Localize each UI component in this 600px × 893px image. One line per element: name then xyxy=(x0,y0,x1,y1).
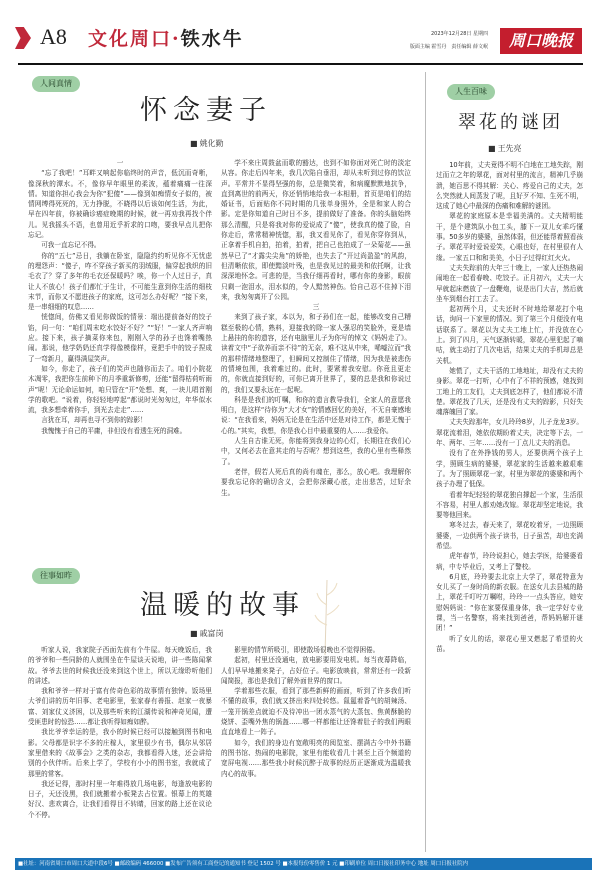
paragraph: 我比爷爷幸运的是，我小的时候已经可以接触到图书和电影。父母都是识字不多的庄稼人，家里很少有书，偶尔从邻居家里借来的《故事会》之类的杂志，我都看得入迷，还会讲给别的小伙伴听。后来上学了，学校有小小的图书室，我就成了那里的常客。 xyxy=(28,728,212,778)
section-title: 文化周口·铁水牛 xyxy=(88,28,244,50)
section-name: 文化周口 xyxy=(88,28,173,50)
paragraph: 恍惚间，仿佛又看见你做饭的情景：端出提前备好的饺子馅，问一句：“咱们周末吃水饺好不好？”“好！”一家人齐声响应。接下来，孩子摘菜你来包，刚刚入学的孙子也馋着嘴热闹。那说，他学奶奶还真学得像模像样，竟把手中的饺子捏成了一弯新月，赢得满屋笑声。 xyxy=(28,313,212,363)
paragraph: 听了女儿的话，翠花心里又燃起了希望的火苗。 xyxy=(436,634,583,653)
page-marker-chevron xyxy=(15,27,31,49)
paragraph: 起初两个月，丈夫还时不时地给翠花打个电话，询问一下家里的情况。到了第三个月便没有电话联系了。翠花以为丈夫工地上忙，并没放在心上。到了四月，天气逐渐转暖，翠花心里犯起了嘀咕，就主动打了几次电话，结果丈夫的手机却总是关机。 xyxy=(436,305,583,365)
paragraph: “忘了我吧！”耳畔又响起你临终时的声音，低沉而奇哳，像深秋的潭水。不，像你早年眼里的柔波，蕴着痛痛一往深情。知道你担心我会为你“犯傻”——像到如痴情女子似的，被情网缚得死死的，无力挣脱，不晓得以后该如何生活，为此，早在四年前，你被确诊癌症晚期的时候，就一再劝我再找个伴儿。见我摇头不语，也曾用近乎祈求的口吻，要我早点儿把你忘记。 xyxy=(28,169,212,240)
article3-column xyxy=(436,160,583,850)
paragraph: 来到了孩子家，本以为，和子孙们在一起，能够改变自己糟糕至极的心情，熟料，迎接我的除一家人强忍的笑脸外，竟是墙上悬挂的你的遗容，还有电脑里儿子为你写的悼文《妈妈走了》。读着文中“子欲养而亲不待”的无奈，难不这从中来，唏嘘泣而“我的那样情绪地整理了，但瞬间又控制住了情绪，因为我是被悲伤的情境包围，我着难过的。此时，要紧着我安慰。你竟且更走的，你就直接到好的，可你已离开世界了，要的总是我和你说过的，我们又要永远在一起呢。 xyxy=(221,313,411,394)
paragraph: 可我一直忘记不得。 xyxy=(41,241,101,250)
article3-tag: 人生百味 xyxy=(447,84,495,100)
footer-bar: ■社址：河南省周口市周口大道中段6号 ■邮政编码 466000 ■发布广告须有工商登记的通知书 登记 1502 号 ■本报每份零售价 1 元 ■印刷单位 周口日报社印务中心 地址 周口日报社院内 xyxy=(15,858,592,870)
article2-tag: 往事如昨 xyxy=(32,568,80,584)
paragraph: 言犹在耳，却再也寻不到你的踪影！ xyxy=(41,416,147,425)
paragraph: 学着那些衣服，看到了那些新鲜的画面，听到了许多我们听不懂的故事，我们就又挤出来四处转悠。氤氲着香气的胡辣汤、一笼开锅差点就迫不及待冲出一团水蒸气的大蒸包、焦黄酥脆的烧饼、歪嘴外焦的锅盔……哪一样都能让还馋着肚子的我们两眼直直地看上一阵子。 xyxy=(221,687,411,737)
section-number: 三 xyxy=(312,303,320,312)
article3-author: ■ 王先亮 xyxy=(488,143,522,154)
article2-title: 温暖的故事 xyxy=(140,590,305,621)
paragraph: 你的“五七”忌日，我躺在卧室，隐隐约约听见你不无忧虑的埋怨声：“傻子，咋不穿孩子新买的羽绒服，偏穿起我织的旧毛衣了？穿了多年的毛衣还保暖吗？唉，你一个人过日子，真让人不放心！孩子们都忙于生计，不可能生意到你生活的细枝末节，而你又不愿进孩子的家庭，这可怎么办好呢？”接下来，是一串细细的叹息…… xyxy=(28,251,212,312)
article1-author: ■ 姚化勤 xyxy=(190,138,224,149)
article1-title: 怀念妻子 xyxy=(140,95,272,126)
paragraph: 我还记得，那时村里一年难得放几场电影，每逢放电影的日子，天还没黑，我们就搬着小板凳去占位置。银幕上的英雄好汉、悲欢离合，让我们看得目不转睛，回家的路上还在议论个不停。 xyxy=(28,779,212,819)
article2-column-1 xyxy=(28,645,212,850)
paragraph: 我和爷爷一样对于富有传奇色彩的故事情有独钟。饭场里大爷们讲的历年旧事、老电影里，张家春有善报、赵家一夜暴富、刘家仗义济困，以及那些听来的江湖传说和神奇见闻，遭受匪患时的惊恐……都让我听得如痴如醉。 xyxy=(28,687,212,727)
paragraph: 她慌了，丈夫干活的工地地址，却没有丈夫的身影。翠花一打听，心中有了不祥的预感，她找到工地上的工友们，丈夫到底怎样了，他们都说不清楚。翠花找了几天，还是没有丈夫的踪影，只好失魂落魄回了家。 xyxy=(436,366,583,417)
wheat-decoration-icon xyxy=(295,575,355,655)
section-subname: 铁水牛 xyxy=(180,28,244,50)
paragraph: 丈夫失踪那年，女儿玲玲8岁，儿子龙龙3岁。翠花流着泪，她依依期盼着丈夫，决定等下去，一年、两年、三年……没有一丁点儿丈夫的消息。 xyxy=(436,418,583,448)
paragraph: 老伴，假若人死后真的尚有魂在，那么，放心吧。我理解你要我忘记你的确切含义，会把你深藏心底，走出悲苦，过好余生。 xyxy=(221,467,411,497)
paragraph: 如今，你走了，孩子们的笑声也随你而去了。咱们小院花木凋零，我把你生前种下的月季重新修剪，还能“留得枯荷听雨声”呢！无论命运如何，咱只管在“开”处想、爽，一块儿唱首刚学的歌吧。“说着，你轻轻地哼起“都说时光匆匆过，年华似水流，我多想牵着你手，到光去走走”…… xyxy=(28,364,212,415)
paragraph: 起初，村里还没通电，放电影要用发电机。每当夜幕降临，人们早早地搬来凳子，占好位子。电影放映前，常常还有一段新闻简报，那也是我们了解外面世界的窗口。 xyxy=(221,656,411,685)
column-divider xyxy=(425,72,426,852)
paragraph: 虎年春节，玲玲说担心，她去学医，给婆婆看病，中专毕业后，又考上了警校。 xyxy=(436,552,583,571)
paragraph: 6月底，玲玲要去北京上大学了，翠花特意为女儿买了一身时尚的新衣服。在送女儿去县城的路上，翠花千叮咛万嘱咐，玲玲一一点头答应，她安慰妈妈说：“你在家要保重身体，我一定学好专业课，当一名警察，将来找到爸爸，帮妈妈解开谜团！” xyxy=(436,572,583,633)
paragraph: 科是是我们的叮嘱，和你的遗言教导我们，全家人的意愿我明白，是这样“待你为”大才女”的情感回忆的美好，不无自豪感地说：“在我看来，妈妈无论是在生活中还是对待工作，都是无愧于心的。”其实，我想，你是我心目中最重要的人……我爱你。 xyxy=(221,395,411,435)
paragraph: 寒冬过去，春天来了，翠花咬着牙，一边照顾婆婆，一边供两个孩子读书，日子虽苦，却也充满希望。 xyxy=(436,521,583,550)
article1-column-2 xyxy=(221,158,411,553)
paragraph: 人生自古谁无死，你能将到我身边的心灯，长期往在我们心中，又何必去在意其走的与否呢？想到这些，我的心里有些释然了。 xyxy=(221,437,411,466)
paragraph: 没有了在外挣钱的男人，还要供两个孩子上学，照顾生病的婆婆，翠花家的生活越来越艰难了。为了照顾翠花一家，村里为翠花的婆婆和两个孩子办理了低保。 xyxy=(436,449,583,489)
newspaper-logo: 周口晚报 xyxy=(500,28,582,54)
article2-column-2 xyxy=(221,645,411,850)
article3-title: 翠花的谜团 xyxy=(458,112,563,133)
header-rule xyxy=(18,63,583,65)
editors-line: 版面主编 霍雪丹 责任编辑 薛文岷 xyxy=(409,44,488,50)
issue-date: 2023年12月28日 星期四 xyxy=(430,31,488,37)
article2-author: ■ 戚富岗 xyxy=(190,628,224,639)
paragraph: 丈夫失踪前的大年三十晚上，一家人还热热闹闹地在一起看春晚、吃饺子。正月初六，丈夫一大早就起床燃放了一盘鞭炮，说是出门大吉，然后就坐车到烟台打工去了。 xyxy=(436,263,583,303)
paragraph: 听家人说，我家院子西面先前有个牛屋。每天晚饭后，我的爷爷和一些同龄的人就围坐在牛屋谈天说地，讲一些陈闻掌故。爷爷去世的时候我还没来到这个世上，所以无缘聆听他们的讲述。 xyxy=(28,646,212,685)
paragraph: 如今，我们的身边有宽敞明亮的阅览室、摆满古今中外书籍的图书馆、热闹的电影院，家里有能收看几十甚至上百个频道的宽屏电视……那些我小时候沉醉于故事的经历正逐渐成为温暖我内心的故事。 xyxy=(221,738,411,778)
section-number: 一 xyxy=(116,159,124,167)
paragraph: 10年前，丈夫竟得不明不白地在工地失踪，刚过而立之年的翠花，面对村里的流言，精神几乎崩溃，她百思不得其解：关心、疼爱自己的丈夫，怎么突然就人间蒸发了呢，且好歹不知、生死不明，这成了她心中最深的伤痛和难解的谜团。 xyxy=(436,161,583,211)
paragraph: 学不来庄周鼓盆而歌的豁达，也到不如你面对死亡时的淡定从容。你走后四年来，我几次陷自垂泪，却从未听到过你的饮泣声。平常并不显得坚强的你，总是微笑着，和病魔默默地抗争，直到离世的前两天，你还悄悄地给我一本相册，首页是咱们的结婚证书，后面贴你不同时期的几张单身照外，全是和家人的合影。定是你知道自己时日不多，提前做好了准备。你的头脑始终那么清醒，只是将我对你的爱说成了“傻”，使我真的傻了脸，自你走后，常常精神恍惚，那，我又看见你了，看见你穿你到从，正拿着手机自拍，拍着，拍着，把自己也拍成了一朵菊花——虽然早已了“才露尖尖角”的娇艳，也失去了“开过尚盈盈”的风韵，但清晰依依，即使黯淡叶残，也是我见过的最美和依托啊，让我深深地怀念。可悲的是，当我仔细再看时，哪有你的身影，眼前只剩一泡泪水，泪水似的，令人黯然神伤。恰自己忍不住掉下泪来，我匆匆离开了公园。 xyxy=(221,159,411,301)
article1-column-1 xyxy=(28,158,212,553)
paragraph: 影里的情节所吸引，即使散场很晚也不觉得困倦。 xyxy=(234,646,380,654)
paragraph: 看着年纪轻轻的翠花独自撑起一个家，生活很不容易，村里人都劝她改嫁。翠花却坚定地说，我要等他回来。 xyxy=(436,490,583,520)
paragraph: 翠花的家庭原本是幸福美满的。丈夫精明能干，是个建筑队小包工头，膝下一双儿女乖巧懂事。50多岁的婆婆，虽然体弱，但还能帮着照看孩子。翠花平时爱说爱笑，心眼也好，在村里很有人缘。一家五口和和美美，小日子过得红红火火。 xyxy=(436,212,583,262)
page-number: A8 xyxy=(40,24,67,49)
paragraph: 我愧愧于自己的平庸，非但没有看透生死的洞难。 xyxy=(41,426,187,435)
article1-tag: 人间真情 xyxy=(32,76,80,92)
